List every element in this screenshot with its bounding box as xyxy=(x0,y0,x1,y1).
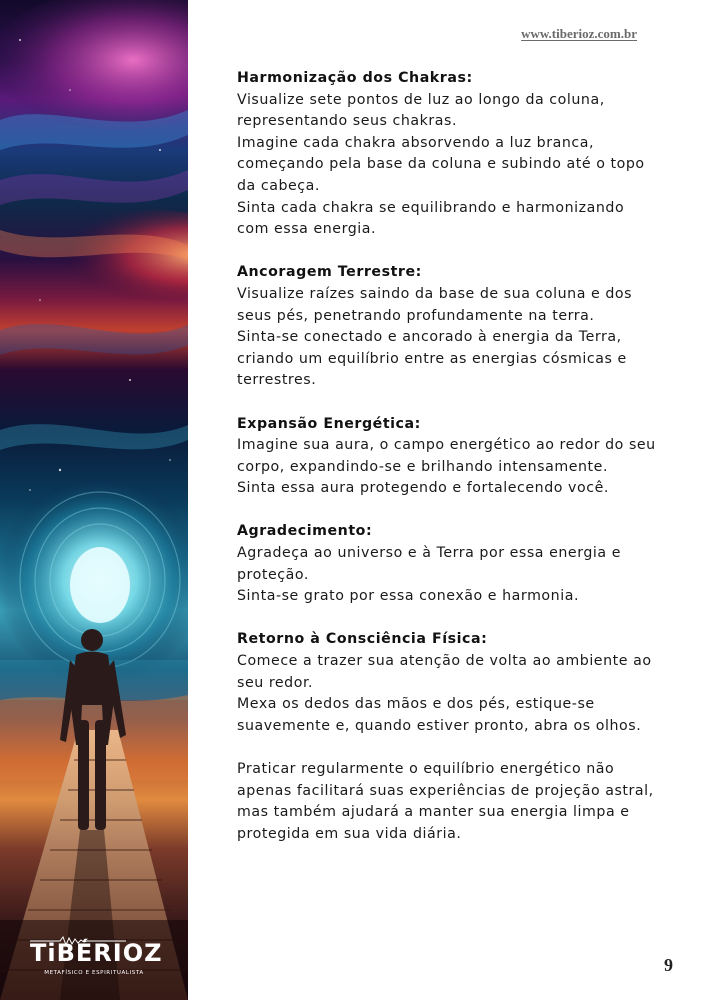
paragraph: Mexa os dedos das mãos e dos pés, estique-se suavemente e, quando estiver pronto, abra os olhos. xyxy=(237,696,642,734)
brand-tagline: METAFÍSICO E ESPIRITUALISTA xyxy=(44,970,144,976)
paragraph: Agradeça ao universo e à Terra por essa energia e proteção. xyxy=(237,545,621,583)
paragraph: Sinta essa aura protegendo e fortalecendo você. xyxy=(237,480,609,497)
paragraph: Visualize raízes saindo da base de sua coluna e dos seus pés, penetrando profundamente na terra. xyxy=(237,285,633,324)
paragraph: Comece a trazer sua atenção de volta ao ambiente ao seu redor. xyxy=(237,653,652,691)
brand-logo xyxy=(30,938,163,976)
section-harmonization xyxy=(237,68,657,241)
section-grounding xyxy=(237,262,657,392)
section-heading: Agradecimento: xyxy=(237,523,373,540)
page-number: 9 xyxy=(664,955,673,975)
section-heading: Expansão Energética: xyxy=(237,415,421,432)
section-return xyxy=(237,629,657,737)
paragraph: Sinta-se grato por essa conexão e harmonia. xyxy=(237,588,580,605)
waveform-icon xyxy=(30,936,126,946)
closing-paragraph: Praticar regularmente o equilíbrio energético não apenas facilitará suas experiências de projeção astral, mas também ajudará a manter sua energia limpa e protegida em sua vida diária. xyxy=(237,761,654,842)
paragraph: Visualize sete pontos de luz ao longo da coluna, representando seus chakras. xyxy=(237,91,605,130)
section-gratitude xyxy=(237,521,657,607)
article-body xyxy=(237,68,657,867)
brand-name: TiBÉRIOZ xyxy=(30,939,163,967)
section-heading: Retorno à Consciência Física: xyxy=(237,631,488,648)
paragraph: Imagine sua aura, o campo energético ao redor do seu corpo, expandindo-se e brilhando intensamente. xyxy=(237,437,656,475)
section-closing xyxy=(237,759,657,845)
section-heading: Harmonização dos Chakras: xyxy=(237,70,473,86)
cosmic-tunnel-illustration xyxy=(0,0,188,1000)
paragraph: Sinta-se conectado e ancorado à energia da Terra, criando um equilíbrio entre as energias cósmicas e terrestres. xyxy=(237,329,627,389)
cosmic-artwork xyxy=(0,0,188,1000)
site-url-link[interactable]: www.tiberioz.com.br xyxy=(521,26,637,41)
section-energy-expansion xyxy=(237,414,657,500)
section-heading: Ancoragem Terrestre: xyxy=(237,264,422,281)
paragraph: Sinta cada chakra se equilibrando e harmonizando com essa energia. xyxy=(237,199,625,238)
paragraph: Imagine cada chakra absorvendo a luz branca, começando pela base da coluna e subindo até o topo da cabeça. xyxy=(237,134,645,194)
